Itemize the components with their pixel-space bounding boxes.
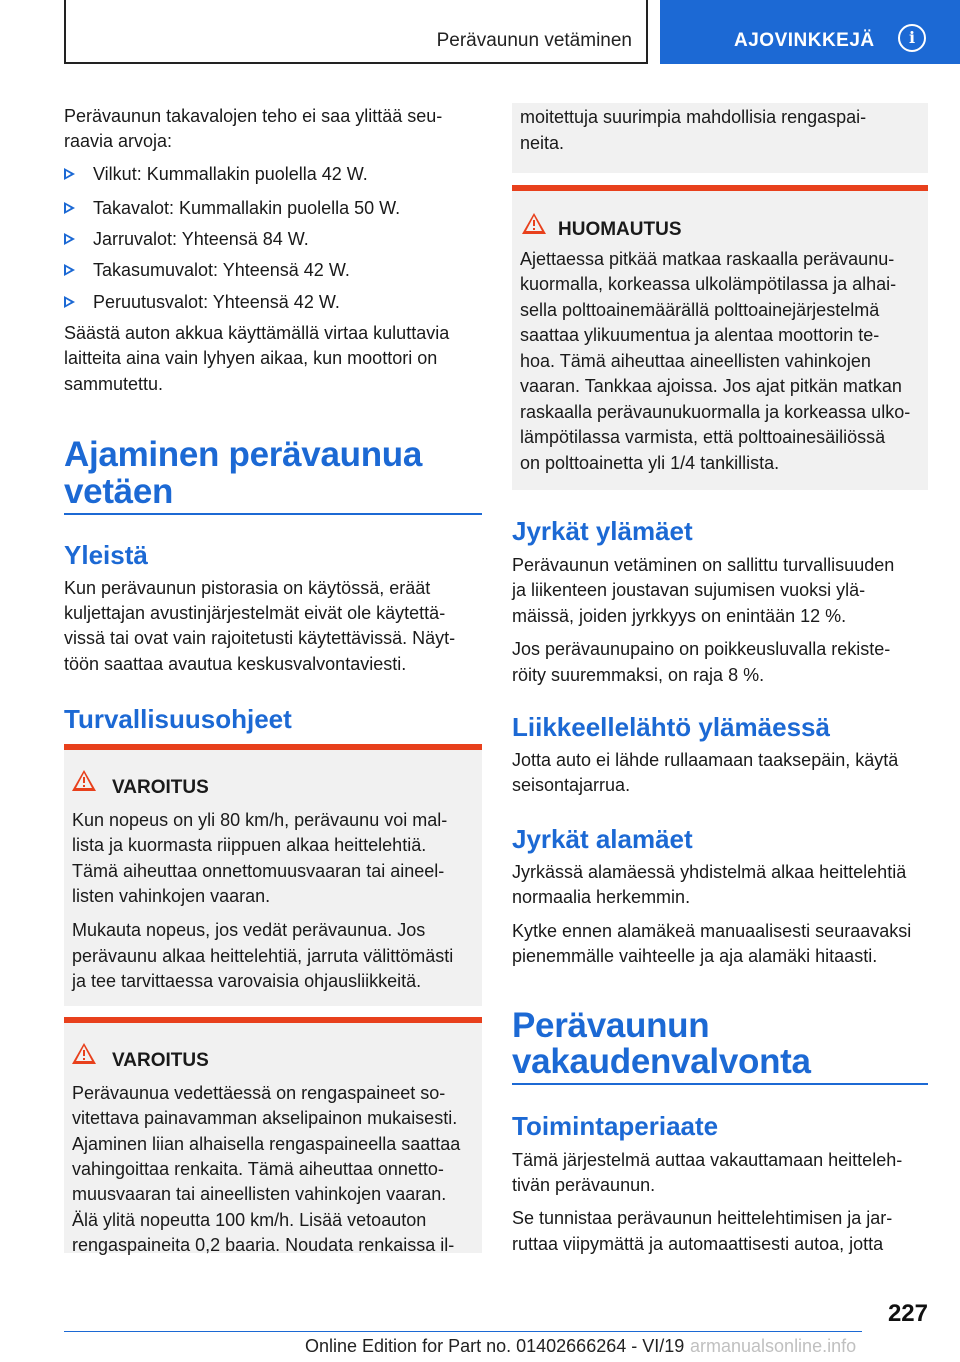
header-section-title: Perävaunun vetäminen: [436, 30, 632, 51]
intro-line-1: Perävaunun takavalojen teho ei saa ylittää seu-: [64, 106, 443, 126]
battery-note-line-3: sammutettu.: [64, 374, 164, 394]
notice-text-line: Ajettaessa pitkää matkaa raskaalla perävaunu-: [520, 249, 895, 269]
warning-text-line: Perävaunua vedettäessä on rengaspaineet so-: [72, 1083, 446, 1103]
general-text-line-4: töön saattaa avautua keskusvalvontaviesti.: [64, 654, 407, 674]
footer-edition: Online Edition for Part no. 01402666264 - VI/19: [305, 1336, 685, 1356]
header-chapter-tab[interactable]: [660, 0, 960, 64]
notice-text-line: vaaran. Tankkaa ajoissa. Jos ajat pitkän matkan: [520, 376, 902, 396]
warning-triangle-icon: [72, 1043, 96, 1064]
warning-text-line: rengaspaineita 0,2 baaria. Noudata renkaissa il-: [72, 1235, 455, 1255]
warning-text-line: perävaunu alkaa heittelehtiä, jarruta välittömästi: [72, 946, 454, 966]
notice-text-line: raskaalla perävaunukuormalla ja korkeassa ulko-: [520, 402, 911, 422]
footer-divider: [64, 1331, 862, 1332]
safety-heading: Turvallisuusohjeet: [64, 704, 292, 734]
steep-uphill-text-line: Jos perävaunupaino on poikkeusluvalla rekiste-: [512, 639, 891, 659]
section-divider: [64, 513, 482, 515]
steep-uphill-text-line: röity suuremmaksi, on raja 8 %.: [512, 665, 765, 685]
steep-downhill-heading: Jyrkät alamäet: [512, 824, 693, 854]
steep-downhill-text-line: Kytke ennen alamäkeä manuaalisesti seuraavaksi: [512, 921, 912, 941]
header-chapter-label: AJOVINKKEJÄ: [734, 30, 875, 51]
warning-text-line: moitettuja suurimpia mahdollisia rengaspai-: [520, 107, 867, 127]
general-text-line-2: kuljettajan avustinjärjestelmät eivät ole käytettä-: [64, 603, 446, 623]
warning-text-line: neita.: [520, 133, 565, 153]
steep-downhill-text-line: pienemmälle vaihteelle ja aja alamäki hitaasti.: [512, 946, 878, 966]
warning-text-line: Älä ylitä nopeutta 100 km/h. Lisää vetoauton: [72, 1210, 427, 1230]
section-heading-1: Ajaminen perävaunua: [64, 435, 423, 474]
warning-box: [64, 1017, 482, 1253]
hill-start-text-line: Jotta auto ei lähde rullaamaan taaksepäin, käytä: [512, 750, 899, 770]
bullet-triangle-icon: [64, 168, 75, 180]
principle-heading: Toimintaperiaate: [512, 1111, 719, 1141]
watermark: armanualsonline.info: [690, 1336, 857, 1356]
warning-text-line: lista ja kuormasta riippuen alkaa heittelehtiä.: [72, 835, 427, 855]
warning-text-line: vahingoittaa renkaita. Tämä aiheuttaa onnetto-: [72, 1159, 444, 1179]
bullet-text: Peruutusvalot: Yhteensä 42 W.: [93, 292, 340, 312]
intro-line-2: raavia arvoja:: [64, 131, 173, 151]
warning-triangle-icon: [522, 213, 546, 234]
bullet-triangle-icon: [64, 264, 75, 276]
steep-uphill-text-line: ja liikenteen joustavan sujumisen vuoksi ylä-: [512, 580, 866, 600]
warning-box: [64, 744, 482, 1006]
notice-text-line: on polttoainetta yli 1/4 tankillista.: [520, 453, 780, 473]
warning-text-line: Mukauta nopeus, jos vedät perävaunua. Jos: [72, 920, 426, 940]
notice-text-line: hoa. Tämä aiheuttaa aineellisten vahinkojen: [520, 351, 871, 371]
battery-note-line-1: Säästä auton akkua käyttämällä virtaa kuluttavia: [64, 323, 450, 343]
warning-title: VAROITUS: [112, 777, 209, 798]
header-section-box: [64, 0, 648, 64]
principle-text-line: tivän perävaunun.: [512, 1175, 656, 1195]
notice-text-line: kuormalla, korkeassa ulkolämpötilassa ja alhai-: [520, 274, 897, 294]
notice-text-line: saattaa ylikuumentua ja alentaa moottorin te-: [520, 325, 880, 345]
notice-text-line: sella polttoainemäärällä polttoainejärjestelmä: [520, 300, 880, 320]
principle-text-line: Se tunnistaa perävaunun heittelehtimisen ja jar-: [512, 1208, 893, 1228]
warning-text-line: Kun nopeus on yli 80 km/h, perävaunu voi mal-: [72, 810, 448, 830]
warning-text-line: listen vahinkojen vaaran.: [72, 886, 271, 906]
bullet-triangle-icon: [64, 202, 75, 214]
notice-title: HUOMAUTUS: [558, 219, 682, 240]
warning-title: VAROITUS: [112, 1050, 209, 1071]
section-heading-2: vakaudenvalvonta: [512, 1042, 811, 1081]
section-divider: [512, 1083, 928, 1085]
info-icon[interactable]: i: [898, 24, 926, 52]
bullet-text: Takavalot: Kummallakin puolella 50 W.: [93, 198, 401, 218]
warning-triangle-icon: [72, 770, 96, 791]
steep-downhill-text-line: normaalia herkemmin.: [512, 887, 691, 907]
warning-text-line: Ajaminen liian alhaisella rengaspaineella saattaa: [72, 1134, 461, 1154]
warning-text-line: ja tee tarvittaessa varovaisia ohjausliikkeitä.: [72, 971, 422, 991]
general-heading: Yleistä: [64, 540, 148, 570]
general-text-line-1: Kun perävaunun pistorasia on käytössä, eräät: [64, 578, 431, 598]
bullet-text: Jarruvalot: Yhteensä 84 W.: [93, 229, 309, 249]
notice-text-line: lämpötilassa varmista, että polttoainesäiliössä: [520, 427, 886, 447]
principle-text-line: Tämä järjestelmä auttaa vakauttamaan heitteleh-: [512, 1150, 903, 1170]
page-number: 227: [887, 1300, 928, 1327]
section-heading-1: Perävaunun: [512, 1006, 710, 1045]
principle-text-line: ruttaa viipymättä ja automaattisesti autoa, jotta: [512, 1234, 884, 1254]
bullet-triangle-icon: [64, 233, 75, 245]
steep-downhill-text-line: Jyrkässä alamäessä yhdistelmä alkaa heittelehtiä: [512, 862, 907, 882]
warning-text-line: vitettava painavamman akselipainon mukaisesti.: [72, 1108, 458, 1128]
bullet-text: Vilkut: Kummallakin puolella 42 W.: [93, 164, 368, 184]
warning-text-line: Tämä aiheuttaa onnettomuusvaaran tai aineel-: [72, 861, 445, 881]
general-text-line-3: vissä tai ovat vain rajoitetusti käytettävissä. Näyt-: [64, 628, 456, 648]
warning-box-continued: [512, 103, 928, 173]
notice-box: [512, 185, 928, 490]
battery-note-line-2: laitteita aina vain lyhyen aikaa, kun moottori on: [64, 348, 438, 368]
steep-uphill-text-line: Perävaunun vetäminen on sallittu turvallisuuden: [512, 555, 895, 575]
warning-text-line: muusvaaran tai aineellisten vahinkojen vaaran.: [72, 1184, 447, 1204]
section-heading-2: vetäen: [64, 472, 174, 511]
steep-uphill-text-line: mäissä, joiden jyrkkyys on enintään 12 %.: [512, 606, 847, 626]
bullet-triangle-icon: [64, 296, 75, 308]
bullet-text: Takasumuvalot: Yhteensä 42 W.: [93, 260, 350, 280]
hill-start-text-line: seisontajarrua.: [512, 775, 631, 795]
steep-uphill-heading: Jyrkät ylämäet: [512, 516, 693, 546]
hill-start-heading: Liikkeellelähtö ylämäessä: [512, 712, 830, 742]
